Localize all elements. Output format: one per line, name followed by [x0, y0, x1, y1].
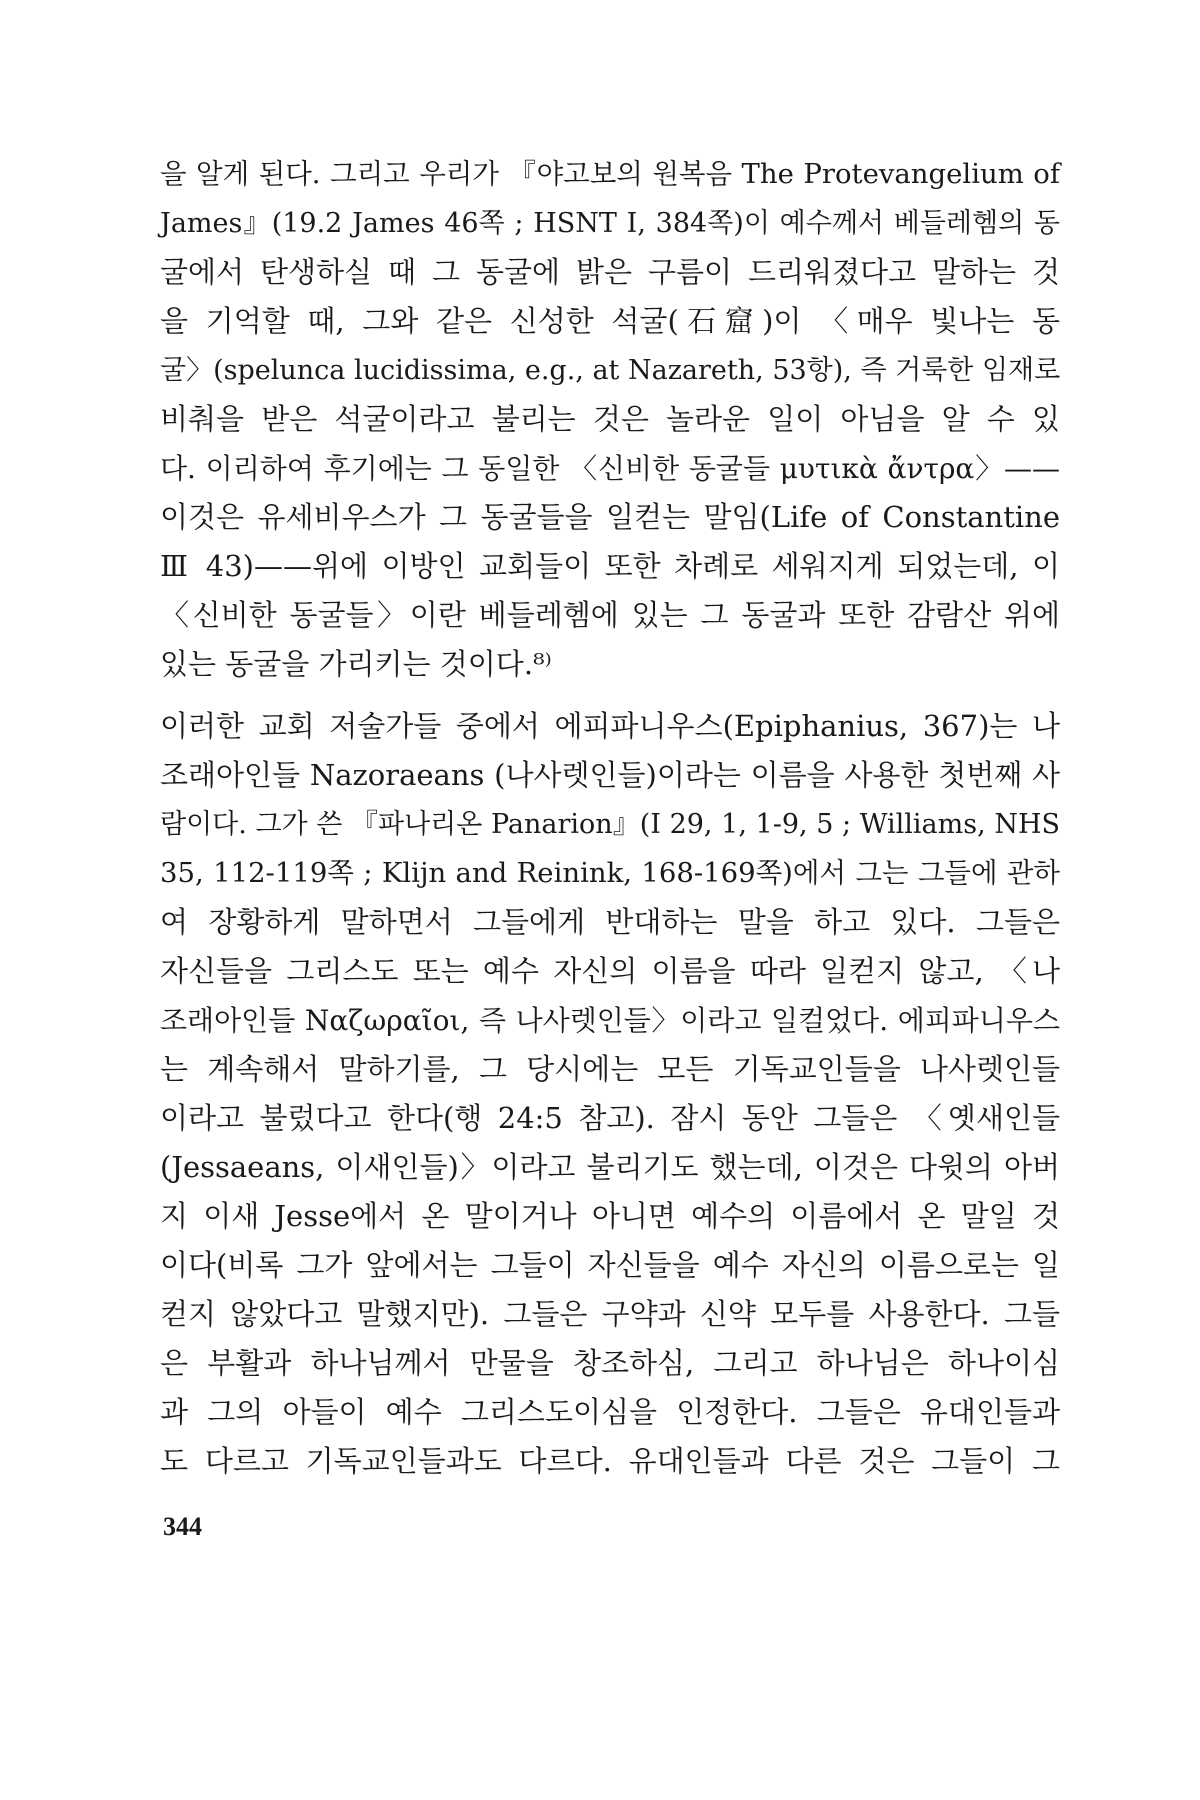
- text-line: (Jessaeans, 이새인들)〉이라고 불리기도 했는데, 이것은 다윗의 아버: [160, 1150, 1060, 1184]
- text-line: 이러한 교회 저술가들 중에서 에피파니우스(Epiphanius, 367)는 나: [160, 709, 1060, 743]
- text-line: James』(19.2 James 46쪽 ; HSNT I, 384쪽)이 예수께서 베들레헴의 동: [160, 208, 1060, 239]
- text-line: 비춰을 받은 석굴이라고 불리는 것은 놀라운 일이 아님을 알 수 있: [160, 402, 1060, 436]
- text-line: 은 부활과 하나님께서 만물을 창조하심, 그리고 하나님은 하나이심: [160, 1346, 1060, 1380]
- text-line: 이다(비록 그가 앞에서는 그들이 자신들을 예수 자신의 이름으로는 일: [160, 1248, 1060, 1282]
- text-line: 여 장황하게 말하면서 그들에게 반대하는 말을 하고 있다. 그들은: [160, 905, 1060, 939]
- text-line: 굴에서 탄생하실 때 그 동굴에 밝은 구름이 드리워졌다고 말하는 것: [160, 255, 1060, 289]
- page-number: 344: [163, 1512, 202, 1541]
- text-line: 〈신비한 동굴들〉이란 베들레헴에 있는 그 동굴과 또한 감람산 위에: [160, 598, 1060, 632]
- text-line: 35, 112-119쪽 ; Klijn and Reinink, 168-169쪽)에서 그는 그들에 관하: [160, 857, 1060, 889]
- text-line: 조래아인들 Ναζωραῖοι, 즉 나사렛인들〉이라고 일컬었다. 에피파니우스: [160, 1004, 1060, 1037]
- text-line: 굴〉(spelunca lucidissima, e.g., at Nazareth, 53항), 즉 거룩한 임재로: [160, 355, 1061, 386]
- text-line: 도 다르고 기독교인들과도 다르다. 유대인들과 다른 것은 그들이 그: [160, 1444, 1060, 1478]
- text-line: 컫지 않았다고 말했지만). 그들은 구약과 신약 모두를 사용한다. 그들: [160, 1297, 1060, 1331]
- text-line: 있는 동굴을 가리키는 것이다.⁸⁾: [160, 647, 552, 681]
- text-line: 다. 이리하여 후기에는 그 동일한 〈신비한 동굴들 μυτικὰ ἄντρα〉——: [160, 452, 1060, 485]
- text-line: 자신들을 그리스도 또는 예수 자신의 이름을 따라 일컫지 않고, 〈나: [160, 954, 1060, 988]
- paragraph-2: [160, 702, 1060, 1486]
- text-line: 지 이새 Jesse에서 온 말이거나 아니면 예수의 이름에서 온 말일 것: [160, 1199, 1060, 1233]
- body-text: [160, 150, 1060, 1486]
- paragraph-1: [160, 150, 1060, 689]
- text-line: 이것은 유세비우스가 그 동굴들을 일컫는 말임(Life of Constantine: [160, 500, 1060, 534]
- text-line: 는 계속해서 말하기를, 그 당시에는 모든 기독교인들을 나사렛인들: [160, 1052, 1060, 1086]
- text-line: 을 알게 된다. 그리고 우리가 『야고보의 원복음 The Protevangelium of: [160, 158, 1060, 190]
- text-line: Ⅲ 43)——위에 이방인 교회들이 또한 차례로 세워지게 되었는데, 이: [160, 549, 1060, 583]
- text-line: 과 그의 아들이 예수 그리스도이심을 인정한다. 그들은 유대인들과: [160, 1395, 1060, 1429]
- text-line: 조래아인들 Nazoraeans (나사렛인들)이라는 이름을 사용한 첫번째 사: [160, 758, 1060, 792]
- text-line: 람이다. 그가 쓴 『파나리온 Panarion』(I 29, 1, 1-9, 5 ; Williams, NHS: [160, 809, 1060, 840]
- paragraph-gap: [160, 689, 1060, 702]
- text-line: 이라고 불렀다고 한다(행 24:5 참고). 잠시 동안 그들은 〈옛새인들: [160, 1101, 1060, 1135]
- text-line: 을 기억할 때, 그와 같은 신성한 석굴(石窟)이 〈매우 빛나는 동: [160, 304, 1060, 338]
